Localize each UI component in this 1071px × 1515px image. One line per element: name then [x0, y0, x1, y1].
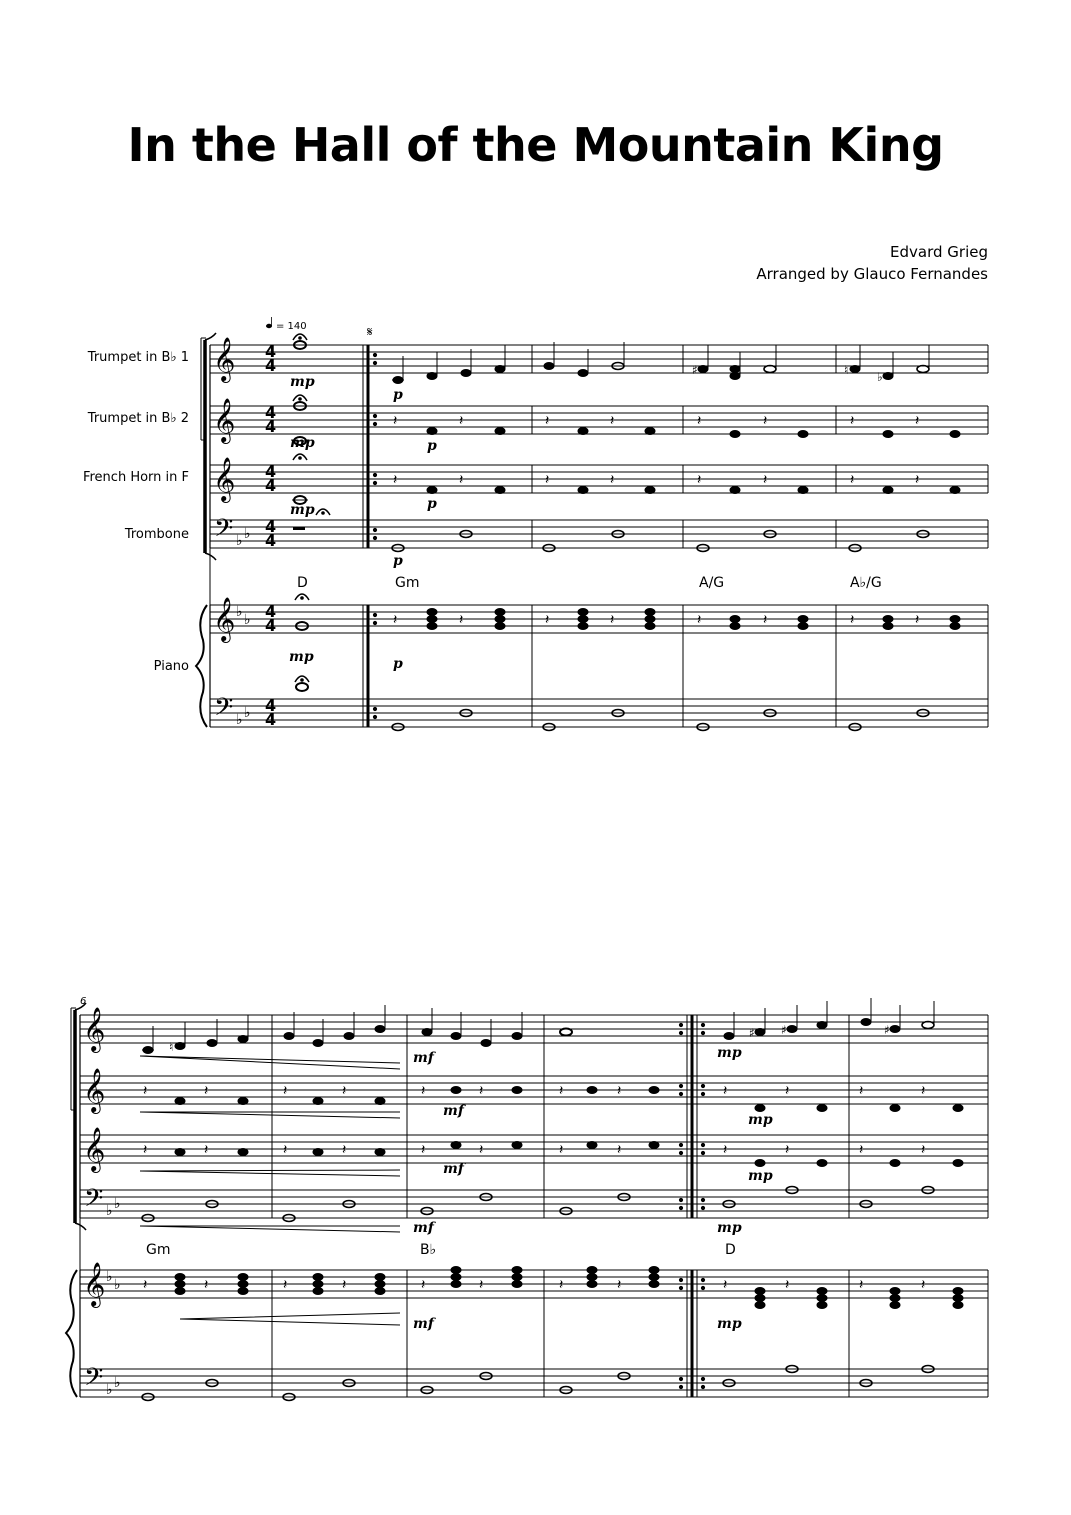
chord-symbol: B♭ [420, 1242, 437, 1258]
svg-text:𝄽: 𝄽 [393, 413, 398, 429]
svg-text:𝄽: 𝄽 [859, 1277, 864, 1293]
svg-text:𝄽: 𝄽 [610, 612, 615, 628]
svg-text:𝄽: 𝄽 [921, 1277, 926, 1293]
svg-text:𝄽: 𝄽 [479, 1083, 484, 1099]
staff-2-trumpet-2 [80, 1076, 988, 1104]
dynamic-mark: mp [717, 1220, 742, 1236]
measure-number: 6 [80, 996, 87, 1007]
system-1 [196, 333, 988, 727]
svg-text:𝄽: 𝄽 [921, 1083, 926, 1099]
svg-text:4: 4 [265, 342, 277, 361]
svg-text:𝄽: 𝄽 [545, 472, 550, 488]
barlines-system-2 [272, 1015, 988, 1397]
svg-text:𝄽: 𝄽 [859, 1083, 864, 1099]
svg-text:𝄽: 𝄽 [723, 1277, 728, 1293]
barlines-system-1 [363, 345, 988, 727]
svg-text:♭: ♭ [114, 1375, 121, 1391]
arranger: Arranged by Glauco Fernandes [756, 265, 988, 283]
chord-symbol: D [725, 1242, 736, 1258]
svg-text:𝄞: 𝄞 [83, 1068, 106, 1112]
svg-text:𝄽: 𝄽 [342, 1277, 347, 1293]
svg-text:𝄽: 𝄽 [545, 612, 550, 628]
svg-text:𝄽: 𝄽 [204, 1083, 209, 1099]
svg-text:𝄽: 𝄽 [850, 612, 855, 628]
label-french-horn: French Horn in F [82, 470, 189, 485]
svg-text:♭: ♭ [106, 1269, 113, 1285]
svg-text:𝄽: 𝄽 [763, 472, 768, 488]
svg-text:𝄽: 𝄽 [859, 1142, 864, 1158]
stems [403, 342, 929, 380]
label-trumpet-1: Trumpet in B♭ 1 [87, 350, 189, 365]
svg-text:♭: ♭ [244, 705, 251, 721]
svg-text:♭: ♭ [114, 1196, 121, 1212]
system-2 [66, 1003, 988, 1397]
svg-text:♭: ♭ [236, 604, 243, 620]
svg-text:𝄽: 𝄽 [421, 1142, 426, 1158]
staff-trombone [210, 520, 988, 548]
svg-text:4: 4 [265, 517, 277, 536]
svg-text:𝄢: 𝄢 [214, 514, 234, 549]
svg-text:𝄞: 𝄞 [83, 1007, 106, 1051]
svg-text:𝄽: 𝄽 [617, 1142, 622, 1158]
svg-text:𝄽: 𝄽 [850, 472, 855, 488]
svg-text:𝄽: 𝄽 [342, 1083, 347, 1099]
svg-text:𝄽: 𝄽 [915, 612, 920, 628]
chord-symbol: Gm [395, 575, 420, 591]
clefs-system-1 [213, 337, 276, 729]
svg-text:4: 4 [265, 531, 277, 550]
staff-trumpet-1 [210, 345, 988, 373]
tempo-marking [266, 317, 307, 332]
tempo-text: = 140 [276, 321, 307, 332]
svg-text:4: 4 [265, 476, 277, 495]
svg-text:𝄽: 𝄽 [763, 413, 768, 429]
svg-text:𝄽: 𝄽 [763, 612, 768, 628]
staff-trumpet-2 [210, 406, 988, 434]
svg-text:𝄞: 𝄞 [213, 597, 236, 641]
svg-text:𝄽: 𝄽 [723, 1142, 728, 1158]
svg-text:𝄽: 𝄽 [559, 1142, 564, 1158]
svg-text:𝄽: 𝄽 [204, 1277, 209, 1293]
svg-text:♭: ♭ [114, 1277, 121, 1293]
staff-french-horn [210, 465, 988, 493]
notes-system-2 [140, 998, 963, 1401]
chord-symbol: A♭/G [850, 575, 882, 591]
svg-text:𝄽: 𝄽 [610, 472, 615, 488]
staff-2-piano-treble [80, 1270, 988, 1298]
svg-text:𝄽: 𝄽 [342, 1142, 347, 1158]
dynamic-mark: mp [748, 1168, 773, 1184]
svg-text:𝄽: 𝄽 [143, 1277, 148, 1293]
svg-text:𝄞: 𝄞 [83, 1127, 106, 1171]
svg-text:♯: ♯ [692, 363, 698, 377]
label-trombone: Trombone [124, 527, 189, 542]
staff-2-french-horn [80, 1135, 988, 1163]
dynamic-mark: mp [748, 1112, 773, 1128]
svg-text:𝄢: 𝄢 [214, 693, 234, 728]
svg-text:𝄽: 𝄽 [697, 413, 702, 429]
svg-text:𝄞: 𝄞 [213, 337, 236, 381]
chord-symbols-system-1 [297, 575, 882, 591]
svg-text:♭: ♭ [244, 612, 251, 628]
label-trumpet-2: Trumpet in B♭ 2 [87, 411, 189, 426]
staff-2-trombone [80, 1190, 988, 1218]
svg-text:𝄽: 𝄽 [283, 1083, 288, 1099]
svg-text:4: 4 [265, 696, 277, 715]
clefs-system-2 [83, 1007, 121, 1398]
segno-icon: 𝄋 [367, 325, 373, 340]
svg-text:𝄽: 𝄽 [559, 1277, 564, 1293]
svg-text:4: 4 [265, 710, 277, 729]
svg-text:𝄽: 𝄽 [850, 413, 855, 429]
svg-text:𝄽: 𝄽 [785, 1083, 790, 1099]
svg-text:4: 4 [265, 616, 277, 635]
svg-text:𝄞: 𝄞 [213, 398, 236, 442]
svg-text:♭: ♭ [236, 712, 243, 728]
svg-text:𝄽: 𝄽 [143, 1083, 148, 1099]
svg-text:𝄽: 𝄽 [393, 612, 398, 628]
svg-text:𝄽: 𝄽 [915, 472, 920, 488]
chord-symbol: Gm [146, 1242, 171, 1258]
dynamic-mark: mp [290, 502, 315, 518]
svg-text:♯: ♯ [749, 1026, 755, 1040]
svg-text:𝄽: 𝄽 [610, 413, 615, 429]
svg-text:𝄽: 𝄽 [283, 1142, 288, 1158]
svg-text:♭: ♭ [236, 533, 243, 549]
svg-text:4: 4 [265, 417, 277, 436]
staff-piano-bass [210, 699, 988, 727]
svg-text:𝄽: 𝄽 [421, 1277, 426, 1293]
chord-symbol: D [297, 575, 308, 591]
svg-text:𝄽: 𝄽 [459, 612, 464, 628]
dynamic-mark: mp [289, 649, 314, 665]
dynamic-mark: p [393, 656, 403, 672]
svg-text:𝄽: 𝄽 [915, 413, 920, 429]
dynamic-mark: p [427, 438, 437, 454]
dynamic-mark: mf [413, 1316, 434, 1332]
svg-text:𝄽: 𝄽 [479, 1142, 484, 1158]
dynamic-mark: mf [443, 1161, 464, 1177]
svg-text:♭: ♭ [877, 370, 883, 384]
svg-text:♯: ♯ [781, 1023, 787, 1037]
svg-text:𝄢: 𝄢 [84, 1184, 104, 1219]
svg-text:♭: ♭ [106, 1203, 113, 1219]
svg-text:𝄽: 𝄽 [479, 1277, 484, 1293]
offbeat-notes [393, 413, 960, 494]
staff-2-trumpet-1 [80, 1015, 988, 1043]
chord-symbol: A/G [699, 575, 725, 591]
svg-text:4: 4 [265, 403, 277, 422]
svg-text:𝄽: 𝄽 [785, 1277, 790, 1293]
svg-text:4: 4 [265, 602, 277, 621]
svg-text:𝄽: 𝄽 [697, 472, 702, 488]
dynamic-mark: p [393, 553, 403, 569]
svg-text:♭: ♭ [244, 526, 251, 542]
svg-text:𝄽: 𝄽 [559, 1083, 564, 1099]
svg-text:𝄽: 𝄽 [723, 1083, 728, 1099]
instrument-labels [83, 350, 189, 674]
staff-2-piano-bass [80, 1369, 988, 1397]
svg-text:𝄽: 𝄽 [785, 1142, 790, 1158]
svg-text:𝄢: 𝄢 [84, 1363, 104, 1398]
svg-text:𝄽: 𝄽 [617, 1277, 622, 1293]
chord-symbols-system-2 [146, 1242, 736, 1258]
svg-text:♮: ♮ [169, 1040, 174, 1054]
dynamic-mark: p [393, 387, 403, 403]
svg-text:4: 4 [265, 356, 277, 375]
page-title: In the Hall of the Mountain King [127, 118, 944, 172]
dynamic-mark: mf [413, 1050, 434, 1066]
svg-text:𝄞: 𝄞 [83, 1262, 106, 1306]
dynamic-mark: p [427, 496, 437, 512]
svg-text:♮: ♮ [844, 363, 849, 377]
composer: Edvard Grieg [890, 243, 988, 261]
svg-text:𝄽: 𝄽 [617, 1083, 622, 1099]
svg-text:4: 4 [265, 462, 277, 481]
svg-text:♯: ♯ [884, 1023, 890, 1037]
svg-text:𝄽: 𝄽 [697, 612, 702, 628]
dynamic-mark: mp [290, 435, 315, 451]
svg-text:𝄽: 𝄽 [545, 413, 550, 429]
svg-text:𝄽: 𝄽 [204, 1142, 209, 1158]
dynamic-mark: mp [717, 1045, 742, 1061]
staff-piano-treble [210, 605, 988, 633]
svg-text:𝄞: 𝄞 [213, 457, 236, 501]
svg-text:𝄽: 𝄽 [283, 1277, 288, 1293]
svg-text:𝄽: 𝄽 [393, 472, 398, 488]
svg-text:𝄽: 𝄽 [143, 1142, 148, 1158]
svg-text:𝄽: 𝄽 [421, 1083, 426, 1099]
dynamic-mark: mf [413, 1220, 434, 1236]
svg-text:𝄽: 𝄽 [459, 413, 464, 429]
repeat-dots-1 [373, 353, 376, 718]
dynamic-mark: mp [290, 374, 315, 390]
dynamic-mark: mp [717, 1316, 742, 1332]
label-piano: Piano [153, 659, 189, 674]
svg-text:𝄽: 𝄽 [459, 472, 464, 488]
svg-text:𝄽: 𝄽 [921, 1142, 926, 1158]
svg-text:♭: ♭ [106, 1382, 113, 1398]
dynamic-mark: mf [443, 1103, 464, 1119]
